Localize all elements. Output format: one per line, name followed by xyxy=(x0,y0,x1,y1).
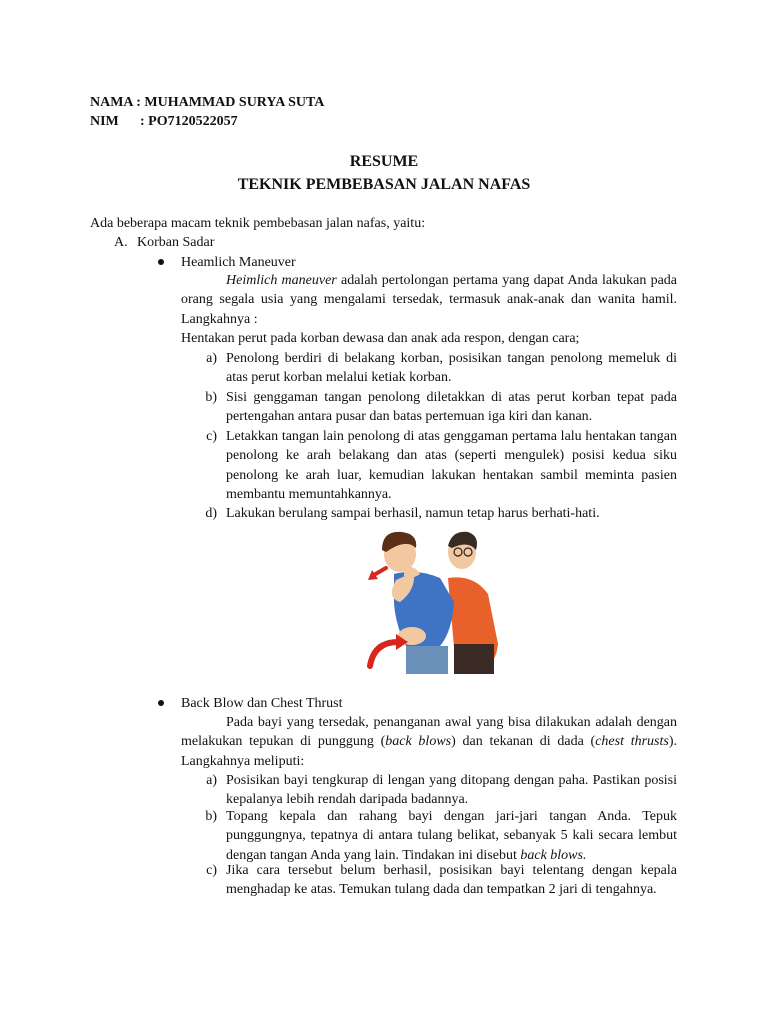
victim-legs xyxy=(406,646,448,674)
backblow-title: Back Blow dan Chest Thrust xyxy=(181,696,343,711)
section-a-label: Korban Sadar xyxy=(137,235,215,250)
heimlich-step-d-marker: d) xyxy=(205,506,217,521)
heimlich-title: Heamlich Maneuver xyxy=(181,255,296,270)
heimlich-step-b: Sisi genggaman tangan penolong diletakkan di atas perut korban tepat pada pertengahan antara pusar dan batas pertemuan iga kiri dan kanan. xyxy=(226,390,677,425)
heimlich-step-d: Lakukan berulang sampai berhasil, namun tetap harus berhati-hati. xyxy=(226,506,600,521)
backblow-para-part-3: ). Langkahnya meliputi: xyxy=(181,734,678,769)
heimlich-step-b-marker: b) xyxy=(205,390,217,405)
backblow-term: back blows xyxy=(385,734,452,750)
title-line-2: TEKNIK PEMBEBASAN JALAN NAFAS xyxy=(237,176,531,193)
title-line-1: RESUME xyxy=(349,153,419,170)
backblow-step-b-marker: b) xyxy=(205,809,217,824)
heimlich-illustration xyxy=(356,524,504,676)
heimlich-step-c-marker: c) xyxy=(206,429,217,444)
backblow-step-c: Jika cara tersebut belum berhasil, posisikan bayi telentang dengan kepala menghadap ke atas. Temukan tulang dada dan tempatkan 2 jari di tengahnya. xyxy=(226,863,677,898)
heimlich-step-a-marker: a) xyxy=(206,351,217,366)
backblow-step-b-text: Topang kepala dan rahang bayi dengan jari-jari tangan Anda. Tepuk punggungnya, tepatnya di antara tulang belikat, sebanyak 5 kali secara lembut dengan tangan Anda yang lain. Tindakan ini disebut xyxy=(226,809,677,863)
heimlich-step-c: Letakkan tangan lain penolong di atas genggaman pertama lalu hentakan tangan penolong ke arah belakang dan atas (seperti mengulek) posisi kedua siku penolong ke arah luar, kemudian lakukan hentakan sambil meminta pasien membantu memuntahkannya. xyxy=(226,429,677,503)
chest-thrust-term: chest thrusts xyxy=(595,734,669,750)
nim-value: : PO7120522057 xyxy=(140,114,238,129)
heimlich-step-a: Penolong berdiri di belakang korban, posisikan tangan penolong memeluk di atas perut korban melalui ketiak korban. xyxy=(226,351,677,386)
rescuer-legs xyxy=(454,644,494,674)
backblow-step-b xyxy=(226,807,677,865)
bullet-dot-backblow xyxy=(158,700,164,706)
backblow-step-a-marker: a) xyxy=(206,773,217,788)
heimlich-definition: adalah pertolongan pertama yang dapat Anda lakukan pada orang segala usia yang mengalami tersedak, termasuk anak-anak dan wanita hamil. Langkahnya : xyxy=(181,273,677,327)
backblow-paragraph xyxy=(181,713,677,771)
backblow-step-a: Posisikan bayi tengkurap di lengan yang ditopang dengan paha. Pastikan posisi kepalanya lebih rendah daripada badannya. xyxy=(226,773,677,808)
lower-arrow xyxy=(370,642,398,666)
nim-label: NIM xyxy=(90,114,119,129)
bullet-dot-heimlich xyxy=(158,259,164,265)
backblow-para-part-1: Pada bayi yang tersedak, penanganan awal yang bisa dilakukan adalah dengan melakukan tepukan di punggung ( xyxy=(181,715,677,750)
heimlich-subline: Hentakan perut pada korban dewasa dan anak ada respon, dengan cara; xyxy=(181,331,580,346)
intro-text: Ada beberapa macam teknik pembebasan jalan nafas, yaitu: xyxy=(90,216,426,231)
heimlich-term: Heimlich maneuver xyxy=(226,273,337,288)
backblow-step-b-term: back blows. xyxy=(520,847,587,863)
section-a-marker: A. xyxy=(114,235,128,250)
heimlich-paragraph xyxy=(181,271,677,329)
backblow-para-part-2: ) dan tekanan di dada ( xyxy=(451,734,596,750)
nama-line: NAMA : MUHAMMAD SURYA SUTA xyxy=(90,95,325,110)
backblow-step-c-marker: c) xyxy=(206,863,217,878)
